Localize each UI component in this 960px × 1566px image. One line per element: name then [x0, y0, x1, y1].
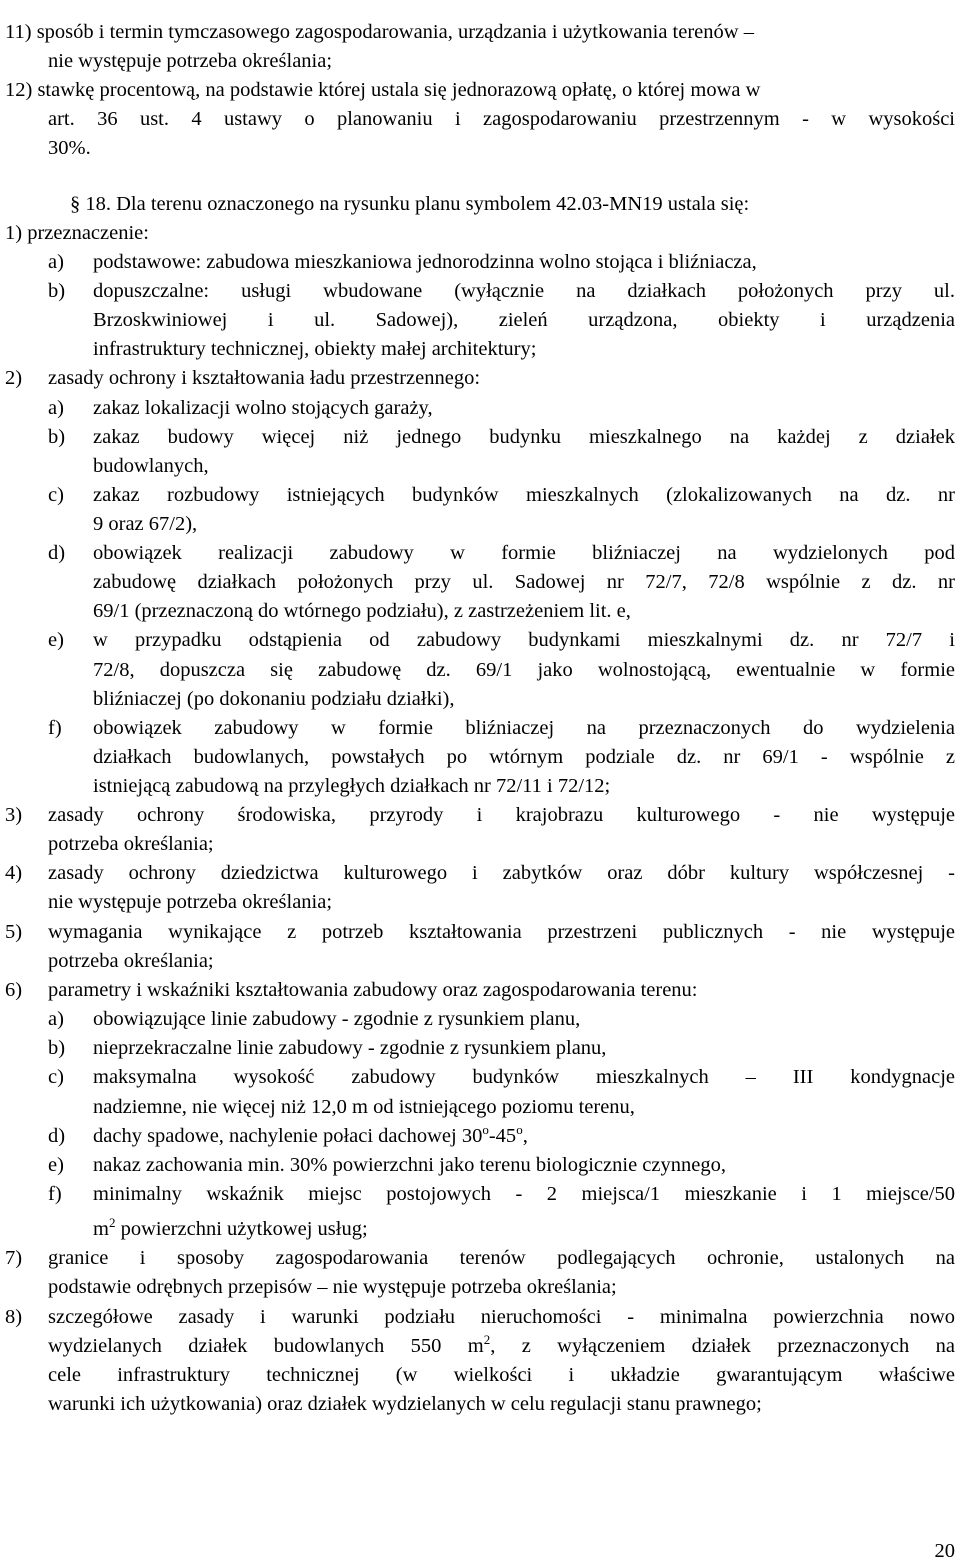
line-text-main: § 18. Dla terenu oznaczonego na rysunku planu symbolem 42.03-MN19 ustala się: — [70, 193, 750, 215]
text-line — [0, 134, 960, 163]
list-item-number: 7) — [5, 1247, 23, 1269]
list-item-number: 6) — [5, 979, 23, 1001]
text-line — [0, 859, 960, 888]
line-text-main: potrzeba określania; — [48, 833, 214, 855]
text-line — [0, 248, 960, 277]
line-text — [93, 714, 955, 743]
text-line — [0, 539, 960, 568]
line-text-main: w przypadku odstąpienia od zabudowy budynkami mieszkalnymi dz. nr 72/7 i — [93, 629, 955, 651]
line-text — [93, 277, 955, 306]
line-text-main: maksymalna wysokość zabudowy budynków mieszkalnych – III kondygnacje — [93, 1066, 955, 1088]
text-line — [0, 18, 960, 47]
line-text-main: wymagania wynikające z potrzeb kształtowania przestrzeni publicznych - nie występuje — [48, 921, 955, 943]
line-text-main: m — [93, 1218, 109, 1240]
text-line — [0, 1244, 960, 1273]
text-line — [0, 1273, 960, 1302]
text-line — [0, 423, 960, 452]
line-text-main: minimalny wskaźnik miejsc postojowych - 2 miejsca/1 mieszkanie i 1 miejsce/50 — [93, 1183, 955, 1205]
line-text — [93, 597, 631, 626]
text-line — [0, 947, 960, 976]
line-text-main: 12) stawkę procentową, na podstawie której ustala się jednorazową opłatę, o której mowa w — [5, 79, 761, 101]
line-text — [48, 105, 955, 134]
text-line — [0, 656, 960, 685]
list-item-number: a) — [48, 251, 64, 273]
line-text-main: dopuszczalne: usługi wbudowane (wyłącznie na działkach położonych przy ul. — [93, 280, 955, 302]
line-text-main: istniejącą zabudową na przyległych działkach nr 72/11 i 72/12; — [93, 775, 611, 797]
text-line — [0, 568, 960, 597]
text-line — [0, 1151, 960, 1180]
line-text — [48, 1244, 955, 1273]
text-line — [0, 1215, 960, 1244]
text-line — [0, 190, 960, 219]
text-line — [0, 510, 960, 539]
line-text-main: Brzoskwiniowej i ul. Sadowej), zieleń urządzona, obiekty i urządzenia — [93, 309, 955, 331]
line-text-main: działkach budowlanych, powstałych po wtórnym podziale dz. nr 69/1 - wspólnie z — [93, 746, 955, 768]
line-text — [93, 539, 955, 568]
line-text-main: obowiązek realizacji zabudowy w formie bliźniaczej na wydzielonych pod — [93, 542, 955, 564]
line-text-main: zasady ochrony środowiska, przyrody i krajobrazu kulturowego - nie występuje — [48, 804, 955, 826]
line-text-main: art. 36 ust. 4 ustawy o planowaniu i zagospodarowaniu przestrzennym - w wysokości — [48, 108, 955, 130]
superscript: o — [482, 1121, 489, 1137]
line-text-continued: -45 — [488, 1125, 517, 1147]
line-text-main: 1) przeznaczenie: — [5, 222, 149, 244]
superscript: 2 — [108, 1214, 116, 1230]
text-line — [0, 714, 960, 743]
text-line — [0, 830, 960, 859]
line-text — [93, 1215, 368, 1244]
line-text — [48, 976, 697, 1005]
list-item-number: f) — [48, 1183, 62, 1205]
line-text-main: zabudowę działkach położonych przy ul. Sadowej nr 72/7, 72/8 wspólnie z dz. nr — [93, 571, 955, 593]
line-text-main: infrastruktury technicznej, obiekty małej architektury; — [93, 338, 537, 360]
line-text-tail: , — [522, 1125, 528, 1147]
line-text-main: szczegółowe zasady i warunki podziału nieruchomości - minimalna powierzchnia nowo — [48, 1306, 955, 1328]
line-text-main: parametry i wskaźniki kształtowania zabudowy oraz zagospodarowania terenu: — [48, 979, 698, 1001]
list-item-number: f) — [48, 717, 62, 739]
text-line — [0, 918, 960, 947]
list-item-number: 2) — [5, 367, 23, 389]
text-line — [0, 1034, 960, 1063]
line-text-main: podstawie odrębnych przepisów – nie występuje potrzeba określania; — [48, 1276, 617, 1298]
text-line — [0, 306, 960, 335]
line-text-main: nie występuje potrzeba określania; — [48, 50, 333, 72]
line-text — [48, 801, 955, 830]
line-text — [5, 76, 760, 105]
text-line — [0, 1303, 960, 1332]
line-text — [48, 1361, 955, 1390]
line-text-main: zakaz budowy więcej niż jednego budynku mieszkalnego na każdej z działek — [93, 426, 955, 448]
line-text-main: dachy spadowe, nachylenie połaci dachowej 30 — [93, 1125, 483, 1147]
line-text — [70, 190, 749, 219]
text-line — [0, 1122, 960, 1151]
line-text — [93, 423, 955, 452]
line-text-main: nakaz zachowania min. 30% powierzchni jako terenu biologicznie czynnego, — [93, 1154, 726, 1176]
list-item-number: e) — [48, 1154, 64, 1176]
line-text-main: zakaz lokalizacji wolno stojących garaży, — [93, 397, 433, 419]
superscript: o — [516, 1121, 523, 1137]
text-line — [0, 47, 960, 76]
line-text — [48, 830, 214, 859]
list-item-number: a) — [48, 397, 64, 419]
line-text-main: zasady ochrony dziedzictwa kulturowego i zabytków oraz dóbr kultury współczesnej - — [48, 862, 955, 884]
text-line — [0, 394, 960, 423]
line-text-main: zasady ochrony i kształtowania ładu przestrzennego: — [48, 367, 481, 389]
list-item-number: e) — [48, 629, 64, 651]
line-text — [93, 772, 610, 801]
line-text-main: granice i sposoby zagospodarowania terenów podlegających ochronie, ustalonych na — [48, 1247, 955, 1269]
line-text-main: cele infrastruktury technicznej (w wielkości i układzie gwarantującym właściwe — [48, 1364, 955, 1386]
list-item-number: d) — [48, 1125, 66, 1147]
line-text — [48, 1390, 762, 1419]
text-line — [0, 1180, 960, 1209]
line-text — [48, 364, 480, 393]
text-line — [0, 1332, 960, 1361]
line-text — [93, 1005, 580, 1034]
text-line — [0, 1063, 960, 1092]
line-text — [93, 1180, 955, 1209]
text-line — [0, 452, 960, 481]
line-text — [48, 47, 332, 76]
list-item-number: c) — [48, 1066, 64, 1088]
line-text-main: nieprzekraczalne linie zabudowy - zgodnie z rysunkiem planu, — [93, 1037, 607, 1059]
line-text-main: 11) sposób i termin tymczasowego zagospodarowania, urządzania i użytkowania terenów – — [5, 21, 754, 43]
line-text-main: nie występuje potrzeba określania; — [48, 891, 333, 913]
list-item-number: b) — [48, 1037, 66, 1059]
text-line — [0, 105, 960, 134]
list-item-number: b) — [48, 426, 66, 448]
line-text — [93, 335, 536, 364]
line-text-main: 72/8, dopuszcza się zabudowę dz. 69/1 jako wolnostojącą, ewentualnie w formie — [93, 659, 955, 681]
list-item-number: d) — [48, 542, 66, 564]
text-line — [0, 364, 960, 393]
line-text-main: warunki ich użytkowania) oraz działek wydzielanych w celu regulacji stanu prawnego; — [48, 1393, 762, 1415]
list-item-number: b) — [48, 280, 66, 302]
line-text-continued: , z wyłączeniem działek przeznaczonych na — [490, 1335, 955, 1357]
line-text-main: wydzielanych działek budowlanych 550 m — [48, 1335, 484, 1357]
line-text — [93, 1122, 528, 1151]
line-text — [93, 685, 454, 714]
line-text — [48, 918, 955, 947]
line-text — [48, 947, 214, 976]
line-text — [5, 219, 149, 248]
text-line — [0, 597, 960, 626]
line-text — [93, 452, 209, 481]
line-text — [48, 888, 332, 917]
line-text-continued: powierzchni użytkowej usług; — [115, 1218, 368, 1240]
text-line — [0, 76, 960, 105]
line-text — [93, 743, 955, 772]
line-text-main: 69/1 (przeznaczoną do wtórnego podziału), z zastrzeżeniem lit. e, — [93, 600, 631, 622]
list-item-number: 3) — [5, 804, 23, 826]
line-text — [93, 394, 433, 423]
text-line — [0, 277, 960, 306]
line-text-main: potrzeba określania; — [48, 950, 214, 972]
text-line — [0, 1005, 960, 1034]
line-text-main: zakaz rozbudowy istniejących budynków mieszkalnych (zlokalizowanych na dz. nr — [93, 484, 955, 506]
line-text-main: bliźniaczej (po dokonaniu podziału działki), — [93, 688, 455, 710]
line-text — [93, 568, 955, 597]
line-text — [93, 656, 955, 685]
line-text — [93, 248, 757, 277]
line-text — [48, 1273, 617, 1302]
line-text — [93, 306, 955, 335]
line-text-main: obowiązujące linie zabudowy - zgodnie z rysunkiem planu, — [93, 1008, 581, 1030]
page-number: 20 — [934, 1540, 955, 1562]
text-line — [0, 772, 960, 801]
line-text — [48, 1332, 955, 1361]
superscript: 2 — [483, 1332, 491, 1347]
line-text — [48, 134, 91, 163]
line-text-main: nadziemne, nie więcej niż 12,0 m od istniejącego poziomu terenu, — [93, 1096, 635, 1118]
list-item-number: 8) — [5, 1306, 23, 1328]
text-line — [0, 626, 960, 655]
line-text — [93, 481, 955, 510]
list-item-number: c) — [48, 484, 64, 506]
text-line — [0, 481, 960, 510]
text-line — [0, 888, 960, 917]
line-text — [93, 1151, 726, 1180]
text-line — [0, 801, 960, 830]
line-text — [48, 859, 955, 888]
text-line — [0, 1093, 960, 1122]
line-text-main: podstawowe: zabudowa mieszkaniowa jednorodzinna wolno stojąca i bliźniacza, — [93, 251, 757, 273]
line-text — [48, 1303, 955, 1332]
text-line — [0, 335, 960, 364]
line-text — [5, 18, 754, 47]
line-text — [93, 1034, 606, 1063]
line-text — [93, 1093, 635, 1122]
text-line — [0, 976, 960, 1005]
line-text-main: budowlanych, — [93, 455, 209, 477]
text-line — [0, 685, 960, 714]
text-line — [0, 219, 960, 248]
line-text — [93, 510, 197, 539]
line-text-main: 30%. — [48, 137, 91, 159]
line-text-main: obowiązek zabudowy w formie bliźniaczej na przeznaczonych do wydzielenia — [93, 717, 955, 739]
text-line — [0, 1361, 960, 1390]
line-text-main: 9 oraz 67/2), — [93, 513, 198, 535]
text-line — [0, 1390, 960, 1419]
list-item-number: 4) — [5, 862, 23, 884]
list-item-number: 5) — [5, 921, 23, 943]
line-text — [93, 626, 955, 655]
list-item-number: a) — [48, 1008, 64, 1030]
text-line — [0, 743, 960, 772]
line-text — [93, 1063, 955, 1092]
